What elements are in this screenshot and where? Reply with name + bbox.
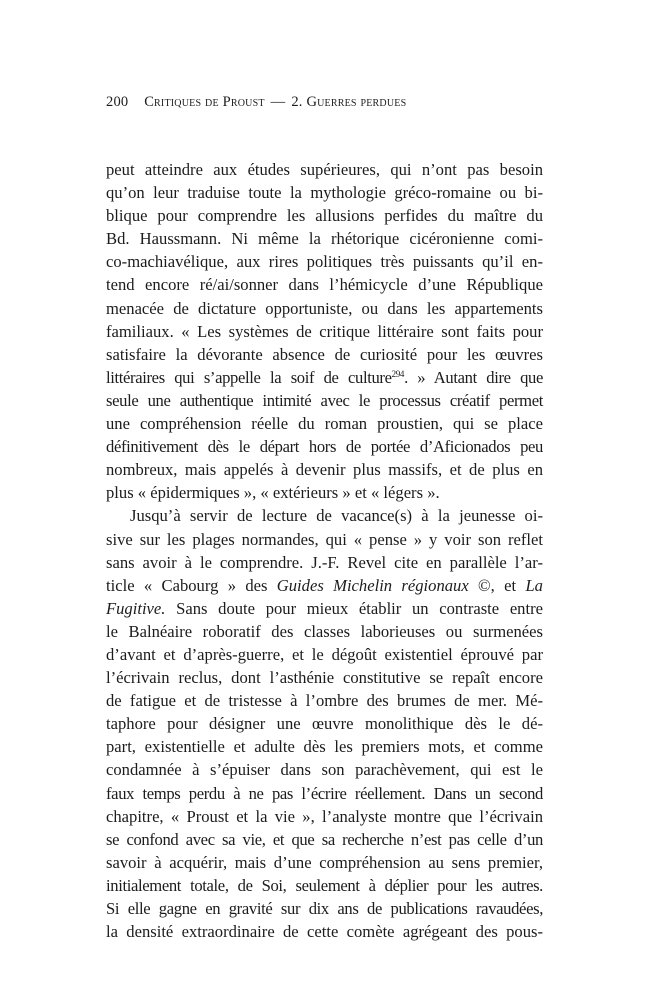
italic-title: Guides Michelin régionaux (276, 575, 469, 595)
text-line: l’écrivain reclus, dont l’asthénie constitutive se repaît encore (106, 668, 543, 688)
text-line: qu’on leur traduise toute la mythologie gréco-romaine ou bi- (106, 183, 543, 203)
text-line: chapitre, « Proust et la vie », l’analyste montre que l’écrivain (106, 806, 543, 826)
text-line (106, 597, 543, 620)
text-line: une compréhension réelle du roman proustien, qui se place (106, 414, 543, 434)
text-line: la densité extraordinaire de cette comète agrégeant des pous- (106, 922, 543, 942)
book-title: Critiques de Proust (144, 94, 265, 110)
italic-title: Fugitive. (106, 598, 166, 618)
text-line: initialement totale, de Soi, seulement à déplier pour les autres. (106, 875, 543, 895)
text-line: définitivement dès le départ hors de portée d’Aficionados peu (106, 437, 543, 457)
text-line: familiaux. « Les systèmes de critique littéraire sont faits pour (106, 321, 543, 341)
footnote-ref: 294 (391, 368, 405, 379)
text-line: satisfaire la dévorante absence de curiosité pour les œuvres (106, 344, 543, 364)
text-line: Bd. Haussmann. Ni même la rhétorique cicéronienne comi- (106, 229, 543, 249)
text-line: menacée de dictature opportuniste, ou dans les appartements (106, 298, 543, 318)
text-line: part, existentielle et adulte dès les premiers mots, et comme (106, 737, 543, 757)
text-line: sive sur les plages normandes, qui « pense » y voir son reflet (106, 529, 543, 549)
text-line: sans avoir à le comprendre. J.-F. Revel cite en parallèle l’ar- (106, 552, 543, 572)
text-line: seule une authentique intimité avec le processus créatif permet (106, 390, 543, 410)
text-line (106, 366, 543, 389)
text-line: blique pour comprendre les allusions perfides du maître du (106, 206, 543, 226)
text-line: se confond avec sa vie, et que sa recherche n’est pas celle d’un (106, 829, 543, 849)
body-text (106, 158, 543, 943)
text-line: d’avant et d’après-guerre, et le dégoût existentiel éprouvé par (106, 644, 543, 664)
text-line: condamnée à s’épuiser dans son parachèvement, qui est le (106, 760, 543, 780)
running-header (106, 94, 406, 111)
text-line: faux temps perdu à ne pas l’écrire réellement. Dans un second (106, 783, 543, 803)
text-line: Jusqu’à servir de lecture de vacance(s) à la jeunesse oi- (130, 506, 543, 526)
text-line: plus « épidermiques », « extérieurs » et « légers ». (106, 483, 440, 503)
text-line: savoir à acquérir, mais d’une compréhension au sens premier, (106, 852, 543, 872)
chapter-title: 2. Guerres perdues (291, 94, 407, 110)
page-number: 200 (106, 94, 129, 110)
text-line: co-machiavélique, aux rires politiques très puissants qu’il en- (106, 252, 543, 272)
text-line (106, 574, 543, 597)
text-segment: ©, et (468, 575, 526, 595)
text-segment: ticle « Cabourg » des (106, 575, 277, 595)
text-line: Si elle gagne en gravité sur dix ans de publications ravaudées, (106, 899, 543, 918)
text-segment: . » Autant dire que (404, 367, 543, 387)
text-line: de fatigue et de tristesse à l’ombre des brumes de mer. Mé- (106, 691, 543, 711)
text-line: taphore pour désigner une œuvre monolithique dès le dé- (106, 714, 543, 734)
text-segment: littéraires qui s’appelle la soif de culture (106, 367, 392, 387)
italic-title: La (525, 575, 543, 595)
text-line: tend encore ré/ai/sonner dans l’hémicycle d’une République (106, 275, 543, 295)
header-separator: — (270, 94, 286, 110)
text-line: le Balnéaire roboratif des classes laborieuses ou surmenées (106, 621, 543, 641)
text-segment: Sans doute pour mieux établir un contraste entre (165, 598, 543, 618)
text-line: peut atteindre aux études supérieures, qui n’ont pas besoin (106, 160, 543, 179)
text-line: nombreux, mais appelés à devenir plus massifs, et de plus en (106, 460, 543, 480)
